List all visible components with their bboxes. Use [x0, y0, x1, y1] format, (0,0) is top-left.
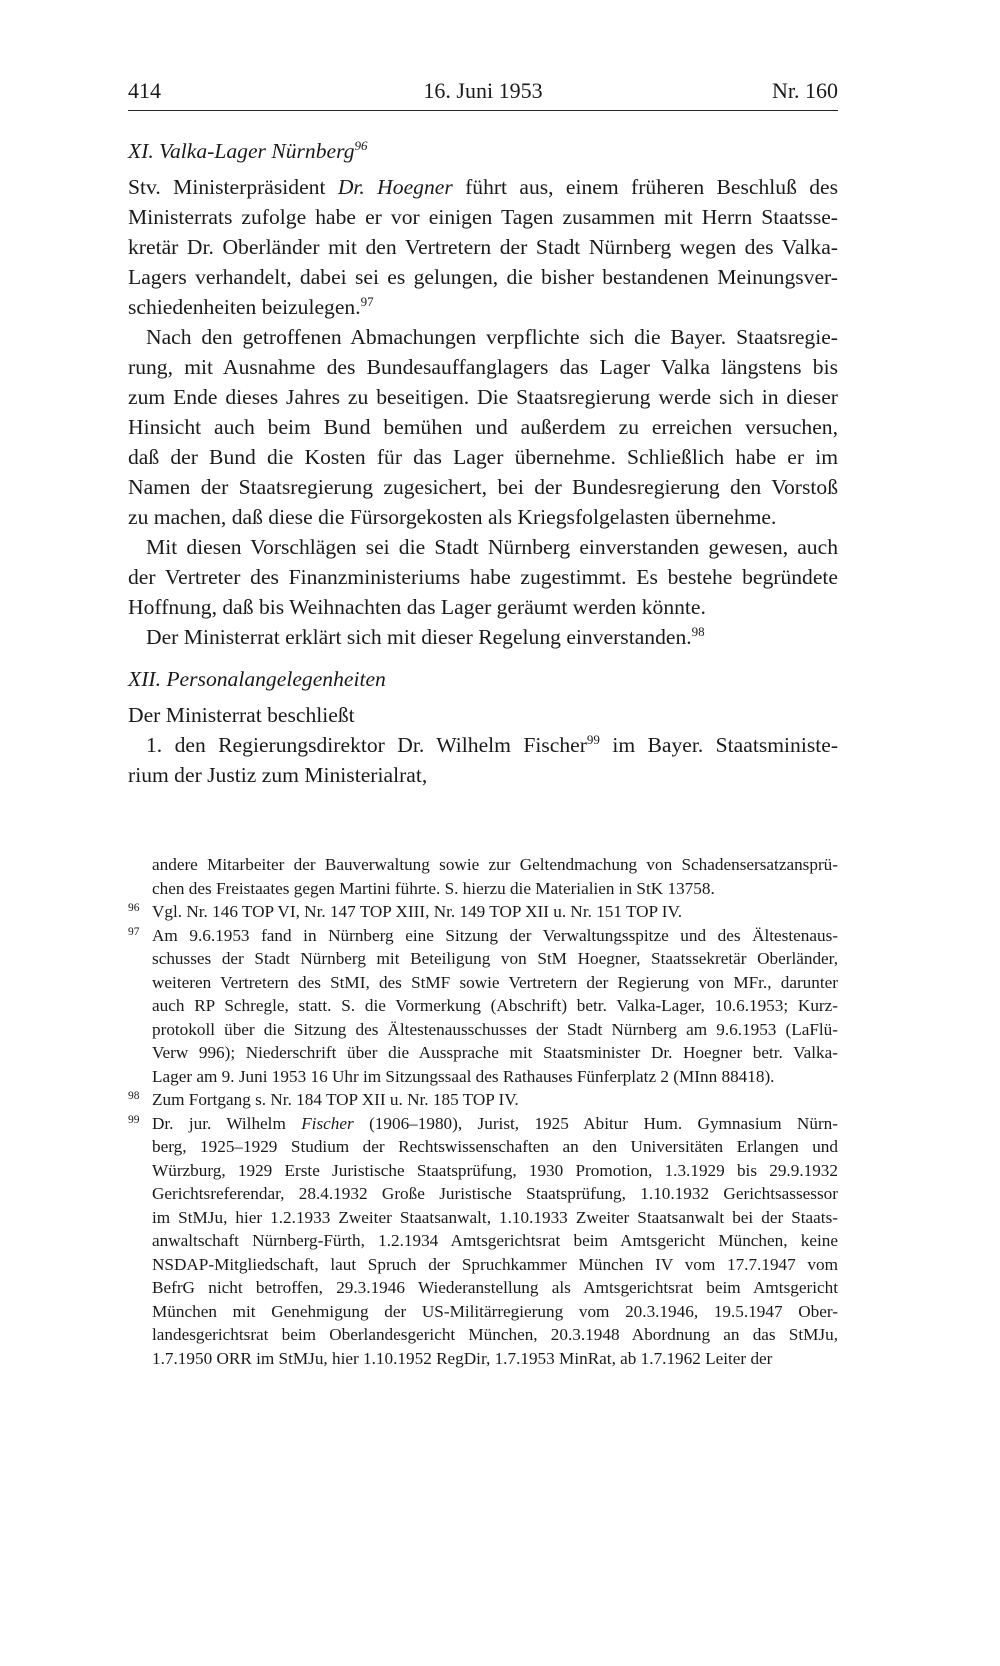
- footnote-ref-99[interactable]: 99: [586, 732, 600, 747]
- text-run: Dr. jur. Wilhelm: [152, 1113, 302, 1133]
- text-line: Lagers verhandelt, dabei sei es gelungen, die bisher bestandenen Meinungsver-: [128, 265, 838, 289]
- footnote-line: NSDAP-Mitgliedschaft, laut Spruch der Spruchkammer München IV vom 17.7.1947 vom: [152, 1254, 838, 1274]
- footnote-line: Gerichtsreferendar, 28.4.1932 Große Juristische Staatsprüfung, 1.10.1932 Gerichtsassessor: [152, 1184, 838, 1203]
- footnote-number: 97: [128, 925, 140, 938]
- footnote-number: 96: [128, 902, 140, 914]
- resolution-intro: Der Ministerrat beschließt: [128, 703, 355, 727]
- header-rule: [128, 110, 838, 111]
- text-run: Vgl. Nr. 146 TOP VI, Nr. 147 TOP XIII, Nr. 149 TOP XII u. Nr. 151 TOP IV.: [152, 902, 682, 921]
- footnote-line: [128, 1112, 838, 1136]
- text-run: Stv. Ministerpräsident: [128, 175, 338, 199]
- text-line: Hoffnung, daß bis Weihnachten das Lager geräumt werden könnte.: [128, 595, 706, 619]
- footnote-line: auch RP Schregle, statt. S. die Vormerkung (Abschrift) betr. Valka-Lager, 10.6.1953; Kurz-: [152, 996, 838, 1015]
- footnote-97: [128, 924, 838, 1089]
- text-run: schiedenheiten beizulegen.: [128, 295, 361, 319]
- footnote-98: [128, 1088, 838, 1112]
- text-run: im Bayer. Staatsministe-: [599, 733, 839, 757]
- footnote-line: andere Mitarbeiter der Bauverwaltung sowie zur Geltendmachung von Schadensersatzansprü-: [152, 855, 838, 874]
- text-run: Der Ministerrat erklärt sich mit dieser Regelung einverstanden.: [146, 625, 692, 649]
- footnote-line: BefrG nicht betroffen, 29.3.1946 Wiederanstellung als Amtsgerichtsrat beim Amtsgericht: [152, 1278, 838, 1297]
- footnote-line: Verw 996); Niederschrift über die Aussprache mit Staatsminister Dr. Hoegner betr. Valka-: [152, 1043, 838, 1062]
- text-run: (1906–1980), Jurist, 1925 Abitur Hum. Gymnasium Nürn-: [353, 1113, 838, 1133]
- footnote-line: im StMJu, hier 1.2.1933 Zweiter Staatsanwalt, 1.10.1933 Zweiter Staatsanwalt bei der Staats-: [152, 1207, 838, 1227]
- text-line: [128, 292, 838, 322]
- footnote-line: 1.7.1950 ORR im StMJu, hier 1.10.1952 RegDir, 1.7.1953 MinRat, ab 1.7.1962 Leiter der: [152, 1348, 773, 1368]
- text-line: Namen der Staatsregierung zugesichert, bei der Bundesregierung den Vorstoß: [128, 475, 838, 499]
- paragraph-xi-2: [128, 322, 838, 532]
- text-line: rung, mit Ausnahme des Bundesauffanglagers das Lager Valka längstens bis: [128, 355, 838, 379]
- section-heading-xi: [128, 136, 838, 166]
- person-name: Fischer: [301, 1113, 354, 1133]
- footnote-line: weiteren Vertretern des StMI, des StMF sowie Vertretern der Regierung von MFr., darunter: [152, 972, 838, 992]
- text-line: zu machen, daß diese die Fürsorgekosten als Kriegsfolgelasten übernehme.: [128, 505, 777, 529]
- footnote-96: [128, 900, 838, 924]
- paragraph-xi-4: [128, 622, 838, 652]
- footnote-line: [128, 924, 838, 948]
- footnote-line: München mit Genehmigung der US-Militärregierung vom 20.3.1946, 19.5.1947 Ober-: [152, 1301, 838, 1321]
- text-line: daß der Bund die Kosten für das Lager übernehme. Schließlich habe er im: [128, 445, 838, 469]
- text-line: [128, 172, 838, 202]
- footnote-number: 98: [128, 1090, 140, 1102]
- footnote-ref-96[interactable]: 96: [354, 138, 368, 153]
- footnote-line: Lager am 9. Juni 1953 16 Uhr im Sitzungssaal des Rathauses Fünferplatz 2 (MInn 88418).: [152, 1066, 775, 1086]
- main-text: [128, 136, 838, 790]
- footnote-line: protokoll über die Sitzung des Ältestenausschusses der Stadt Nürnberg am 9.6.1953 (LaFlü-: [152, 1019, 838, 1039]
- text-line: Nach den getroffenen Abmachungen verpflichte sich die Bayer. Staatsregie-: [146, 325, 838, 349]
- person-name: Dr. Hoegner: [337, 175, 453, 199]
- text-line: rium der Justiz zum Ministerialrat,: [128, 763, 428, 787]
- footnotes: [128, 853, 838, 1370]
- paragraph-xi-3: [128, 532, 838, 622]
- text-run: führt aus, einem früheren Beschluß des: [452, 175, 838, 199]
- document-number: Nr. 160: [772, 78, 838, 103]
- text-line: Mit diesen Vorschlägen sei die Stadt Nürnberg einverstanden gewesen, auch: [146, 535, 838, 559]
- text-run: 1. den Regierungsdirektor Dr. Wilhelm Fischer: [146, 733, 587, 757]
- text-line: zum Ende dieses Jahres zu beseitigen. Die Staatsregierung werde sich in dieser: [128, 385, 838, 409]
- footnote-line: landesgerichtsrat beim Oberlandesgericht München, 20.3.1948 Abordnung an das StMJu,: [152, 1325, 838, 1344]
- footnote-line: [128, 1088, 838, 1112]
- text-line: Hinsicht auch beim Bund bemühen und außerdem zu erreichen versuchen,: [128, 415, 838, 439]
- resolution-item-1: [128, 730, 838, 790]
- footnote-line: Würzburg, 1929 Erste Juristische Staatsprüfung, 1930 Promotion, 1.3.1929 bis 29.9.1932: [152, 1160, 838, 1180]
- section-heading-xi-text: XI. Valka-Lager Nürnberg: [128, 139, 355, 163]
- footnote-line: schusses der Stadt Nürnberg mit Beteiligung von StM Hoegner, Staatssekretär Oberländer,: [152, 949, 838, 968]
- text-run: Am 9.6.1953 fand in Nürnberg eine Sitzung der Verwaltungsspitze und des Ältestenaus-: [152, 925, 838, 945]
- text-line: [128, 730, 838, 760]
- paragraph-xi-1: [128, 172, 838, 322]
- section-heading-xii: XII. Personalangelegenheiten: [128, 667, 386, 691]
- footnote-line: berg, 1925–1929 Studium der Rechtswissenschaften an den Universitäten Erlangen und: [152, 1137, 838, 1156]
- running-head: [128, 78, 838, 108]
- text-line: Ministerrats zufolge habe er vor einigen Tagen zusammen mit Herrn Staatsse-: [128, 205, 838, 229]
- text-run: Zum Fortgang s. Nr. 184 TOP XII u. Nr. 185 TOP IV.: [152, 1090, 519, 1109]
- footnote-99: [128, 1112, 838, 1371]
- running-head-date: 16. Juni 1953: [423, 78, 543, 103]
- footnote-line: anwaltschaft Nürnberg-Fürth, 1.2.1934 Amtsgerichtsrat beim Amtsgericht München, keine: [152, 1231, 838, 1250]
- footnote-ref-97[interactable]: 97: [360, 294, 374, 309]
- footnote-ref-98[interactable]: 98: [691, 624, 705, 639]
- text-line: kretär Dr. Oberländer mit den Vertretern der Stadt Nürnberg wegen des Valka-: [128, 235, 838, 259]
- footnote-continued: [128, 853, 838, 900]
- footnote-number: 99: [128, 1113, 140, 1126]
- text-line: [128, 622, 838, 652]
- page-number: 414: [128, 78, 161, 103]
- footnote-line: [128, 900, 838, 924]
- text-line: der Vertreter des Finanzministeriums habe zugestimmt. Es bestehe begründete: [128, 565, 838, 589]
- footnote-line: chen des Freistaates gegen Martini führte. S. hierzu die Materialien in StK 13758.: [152, 878, 715, 898]
